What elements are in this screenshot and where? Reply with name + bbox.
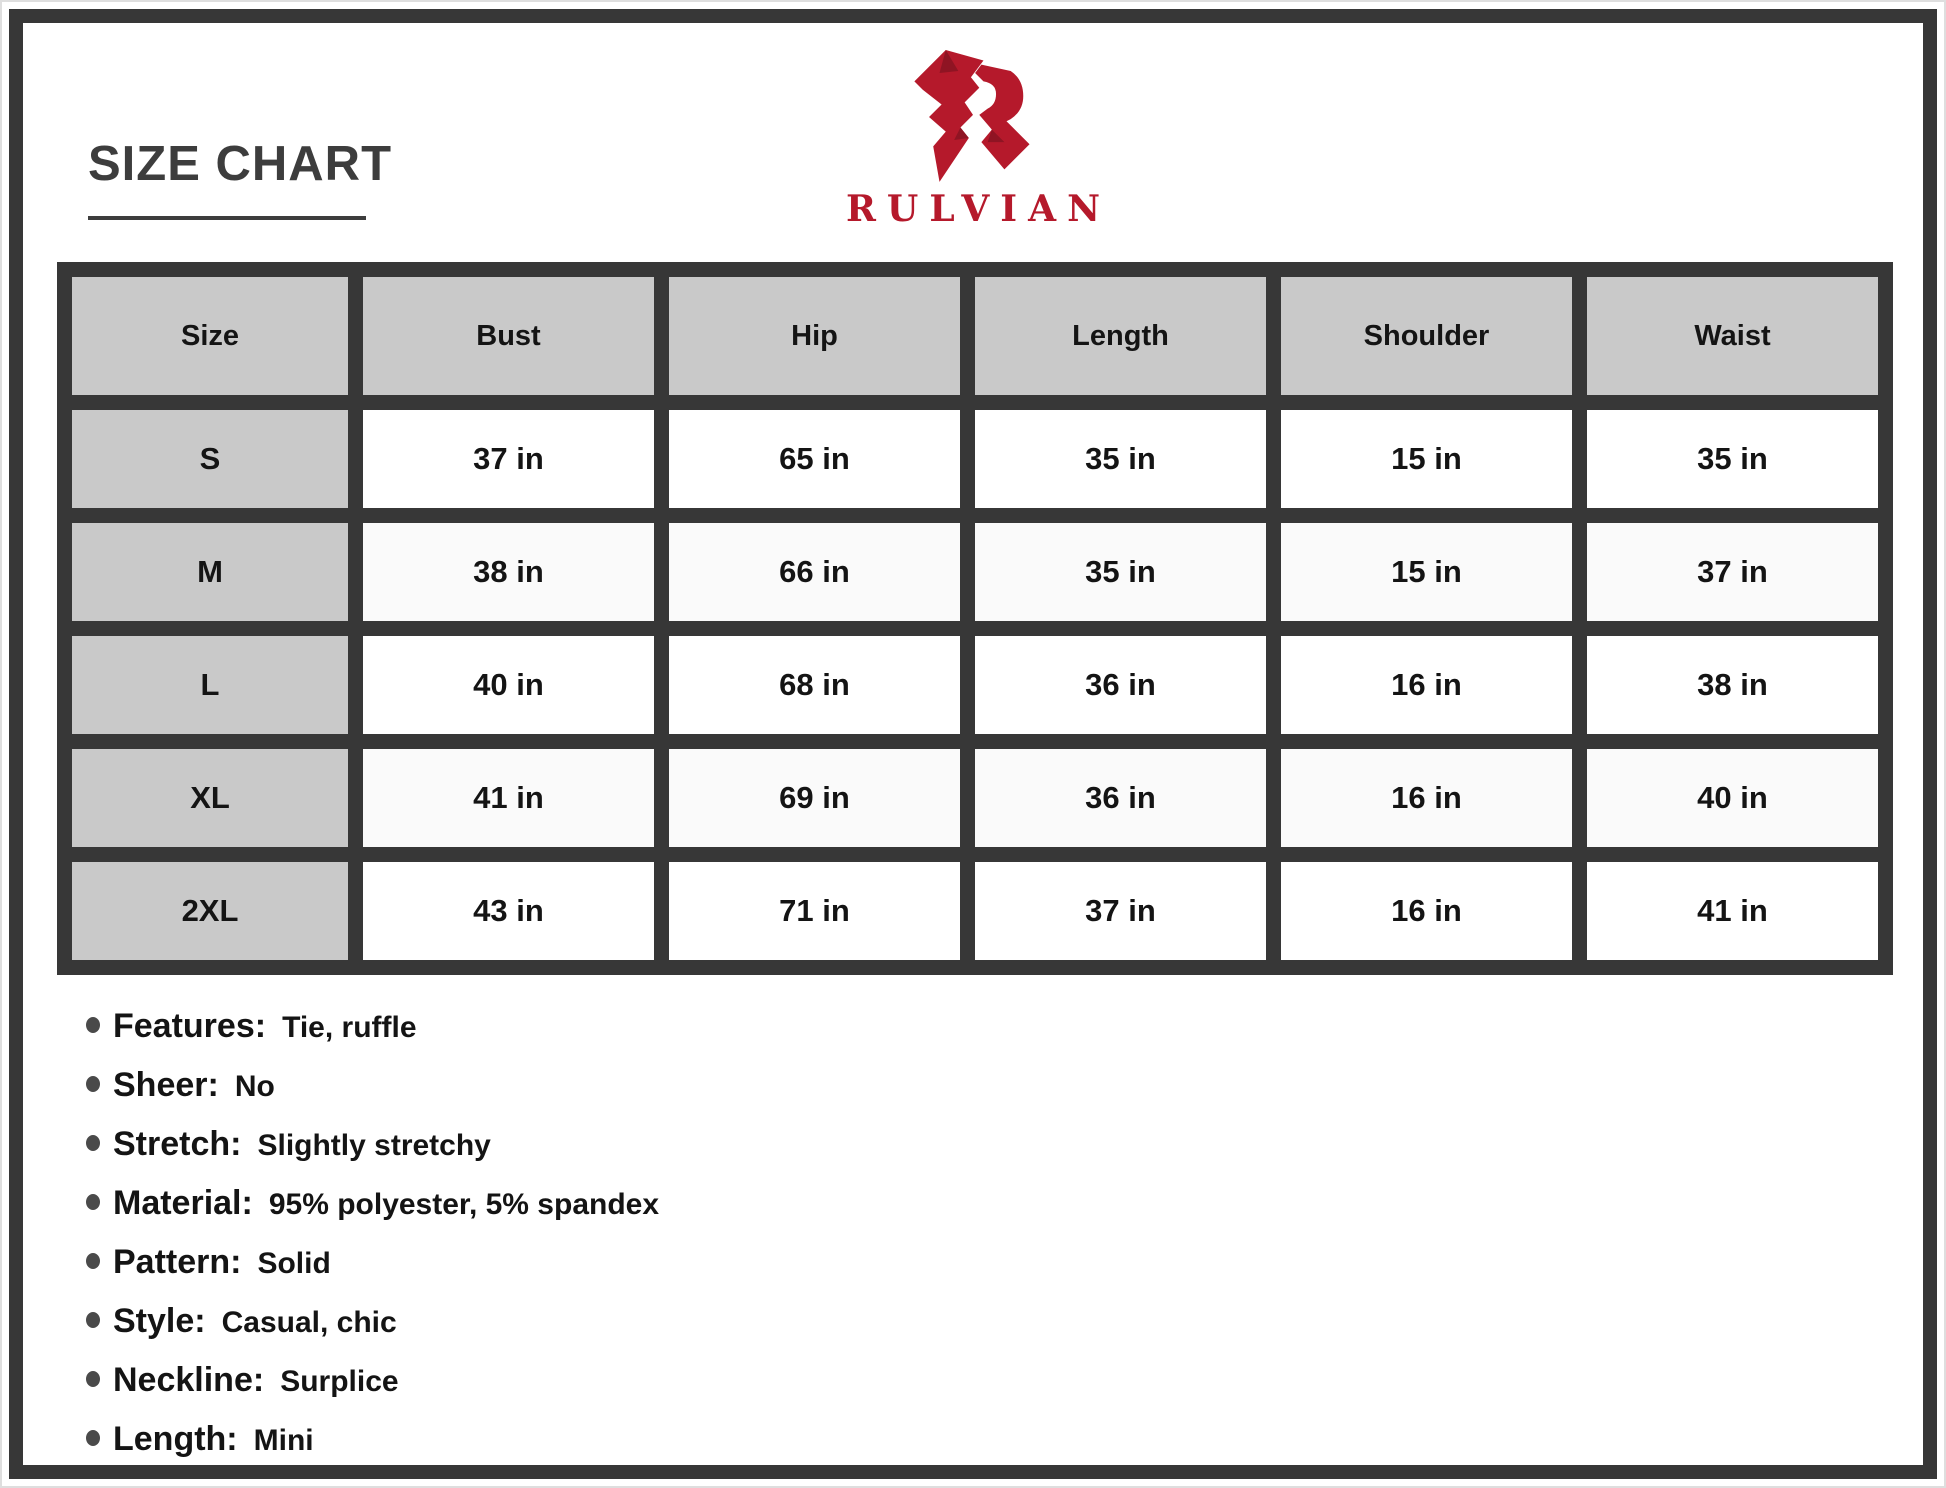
- cell-2xl-shoulder: 16 in: [1281, 862, 1572, 960]
- bullet-icon: [86, 1371, 100, 1387]
- cell-xl-hip: 69 in: [669, 749, 960, 847]
- cell-s-waist: 35 in: [1587, 410, 1878, 508]
- cell-l-size: L: [72, 636, 348, 734]
- cell-l-shoulder: 16 in: [1281, 636, 1572, 734]
- detail-item-material: [86, 1183, 659, 1225]
- bullet-icon: [86, 1312, 100, 1328]
- detail-item-sheer: [86, 1065, 659, 1107]
- table-row-s: [72, 410, 1878, 508]
- detail-item-features: [86, 1006, 659, 1048]
- header-cell-shoulder: Shoulder: [1281, 277, 1572, 395]
- bullet-icon: [86, 1430, 100, 1446]
- cell-m-bust: 38 in: [363, 523, 654, 621]
- detail-label: Stretch:: [113, 1125, 242, 1163]
- table-row-m: [72, 523, 1878, 621]
- detail-item-pattern: [86, 1242, 659, 1284]
- detail-value: Tie, ruffle: [282, 1011, 417, 1044]
- bullet-icon: [86, 1017, 100, 1033]
- cell-xl-shoulder: 16 in: [1281, 749, 1572, 847]
- brand-logo-r-icon: [911, 50, 1035, 184]
- table-header-row: [72, 277, 1878, 395]
- cell-s-size: S: [72, 410, 348, 508]
- cell-2xl-waist: 41 in: [1587, 862, 1878, 960]
- bullet-icon: [86, 1253, 100, 1269]
- cell-m-waist: 37 in: [1587, 523, 1878, 621]
- cell-xl-waist: 40 in: [1587, 749, 1878, 847]
- cell-s-shoulder: 15 in: [1281, 410, 1572, 508]
- table-row-xl: [72, 749, 1878, 847]
- detail-item-length: [86, 1419, 659, 1461]
- detail-value: Mini: [253, 1424, 314, 1457]
- cell-s-hip: 65 in: [669, 410, 960, 508]
- title-underline: [88, 216, 366, 220]
- cell-2xl-length: 37 in: [975, 862, 1266, 960]
- cell-m-hip: 66 in: [669, 523, 960, 621]
- brand-block: [763, 50, 1183, 230]
- brand-name: RULVIAN: [846, 188, 1111, 230]
- detail-item-neckline: [86, 1360, 659, 1402]
- cell-xl-size: XL: [72, 749, 348, 847]
- detail-label: Length:: [113, 1420, 238, 1458]
- cell-m-shoulder: 15 in: [1281, 523, 1572, 621]
- header-cell-size: Size: [72, 277, 348, 395]
- product-details-list: [86, 1006, 659, 1478]
- header-cell-waist: Waist: [1587, 277, 1878, 395]
- detail-item-style: [86, 1301, 659, 1343]
- cell-l-hip: 68 in: [669, 636, 960, 734]
- cell-2xl-size: 2XL: [72, 862, 348, 960]
- header-cell-length: Length: [975, 277, 1266, 395]
- detail-value: No: [234, 1070, 275, 1103]
- cell-l-length: 36 in: [975, 636, 1266, 734]
- detail-label: Pattern:: [113, 1243, 242, 1281]
- detail-label: Features:: [113, 1007, 267, 1045]
- cell-l-bust: 40 in: [363, 636, 654, 734]
- detail-label: Material:: [113, 1184, 253, 1222]
- cell-m-size: M: [72, 523, 348, 621]
- table-row-2xl: [72, 862, 1878, 960]
- cell-xl-bust: 41 in: [363, 749, 654, 847]
- detail-item-stretch: [86, 1124, 659, 1166]
- cell-xl-length: 36 in: [975, 749, 1266, 847]
- detail-label: Style:: [113, 1302, 206, 1340]
- page-title: SIZE CHART: [88, 137, 392, 191]
- detail-value: Casual, chic: [221, 1306, 397, 1339]
- detail-value: Solid: [257, 1247, 331, 1280]
- table-row-l: [72, 636, 1878, 734]
- cell-2xl-bust: 43 in: [363, 862, 654, 960]
- cell-2xl-hip: 71 in: [669, 862, 960, 960]
- cell-l-waist: 38 in: [1587, 636, 1878, 734]
- detail-value: Surplice: [280, 1365, 399, 1398]
- size-chart-table: [57, 262, 1893, 975]
- detail-value: 95% polyester, 5% spandex: [268, 1188, 660, 1221]
- cell-m-length: 35 in: [975, 523, 1266, 621]
- cell-s-bust: 37 in: [363, 410, 654, 508]
- detail-value: Slightly stretchy: [257, 1129, 491, 1162]
- detail-label: Sheer:: [113, 1066, 219, 1104]
- header-cell-hip: Hip: [669, 277, 960, 395]
- header-cell-bust: Bust: [363, 277, 654, 395]
- bullet-icon: [86, 1194, 100, 1210]
- bullet-icon: [86, 1135, 100, 1151]
- cell-s-length: 35 in: [975, 410, 1266, 508]
- bullet-icon: [86, 1076, 100, 1092]
- detail-label: Neckline:: [113, 1361, 265, 1399]
